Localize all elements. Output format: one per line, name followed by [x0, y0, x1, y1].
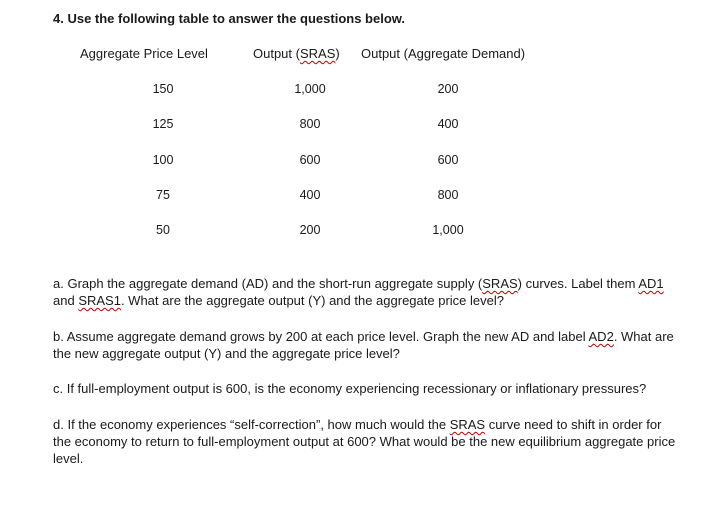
question-part-a	[53, 275, 683, 309]
header-sras-prefix: Output (	[253, 46, 300, 61]
header-output-sras	[253, 46, 340, 61]
part-a-sras-term: SRAS	[482, 276, 518, 291]
part-b-text-2: . What are the new aggregate output (Y) and the aggregate price level?	[53, 329, 674, 361]
table-cell-ad: 200	[437, 82, 459, 96]
table-cell-price: 125	[152, 117, 174, 131]
table-cell-ad: 800	[437, 188, 459, 202]
table-cell-ad: 600	[437, 153, 459, 167]
part-d-text-2: curve need to shift in order for the economy to return to full-employment output at 600? What would be the new equilibrium aggregate price level.	[53, 417, 676, 466]
table-cell-price: 75	[156, 188, 170, 202]
header-sras-suffix: )	[335, 46, 340, 61]
table-cell-price: 150	[152, 82, 174, 96]
part-d-sras-term: SRAS	[449, 417, 486, 432]
table-cell-ad: 1,000	[432, 223, 464, 237]
table-cell-sras: 200	[299, 223, 321, 237]
table-cell-price: 100	[152, 153, 174, 167]
table-cell-price: 50	[156, 223, 170, 237]
part-b-ad2-label: AD2	[588, 329, 614, 344]
part-a-text-4: . What are the aggregate output (Y) and the aggregate price level?	[120, 293, 504, 308]
part-a-text-3: and	[53, 293, 79, 308]
header-sras-term: SRAS	[299, 46, 336, 61]
question-part-b	[53, 328, 683, 362]
table-cell-sras: 600	[299, 153, 321, 167]
part-a-text-2: ) curves. Label them	[517, 276, 639, 291]
table-cell-ad: 400	[437, 117, 459, 131]
part-a-ad1-label: AD1	[638, 276, 664, 291]
question-title: 4. Use the following table to answer the questions below.	[53, 11, 406, 26]
header-output-ad: Output (Aggregate Demand)	[361, 46, 526, 61]
part-b-text-1: b. Assume aggregate demand grows by 200 at each price level. Graph the new AD and label	[53, 329, 589, 344]
header-price-level: Aggregate Price Level	[80, 46, 208, 61]
part-a-sras1-label: SRAS1	[78, 293, 121, 308]
question-part-d	[53, 416, 683, 467]
question-part-c: c. If full-employment output is 600, is the economy experiencing recessionary or inflationary pressures?	[53, 381, 647, 396]
part-a-text-1: a. Graph the aggregate demand (AD) and the short-run aggregate supply (	[53, 276, 483, 291]
table-cell-sras: 400	[299, 188, 321, 202]
part-d-text-1: d. If the economy experiences “self-correction”, how much would the	[53, 417, 450, 432]
table-cell-sras: 1,000	[294, 82, 326, 96]
table-cell-sras: 800	[299, 117, 321, 131]
